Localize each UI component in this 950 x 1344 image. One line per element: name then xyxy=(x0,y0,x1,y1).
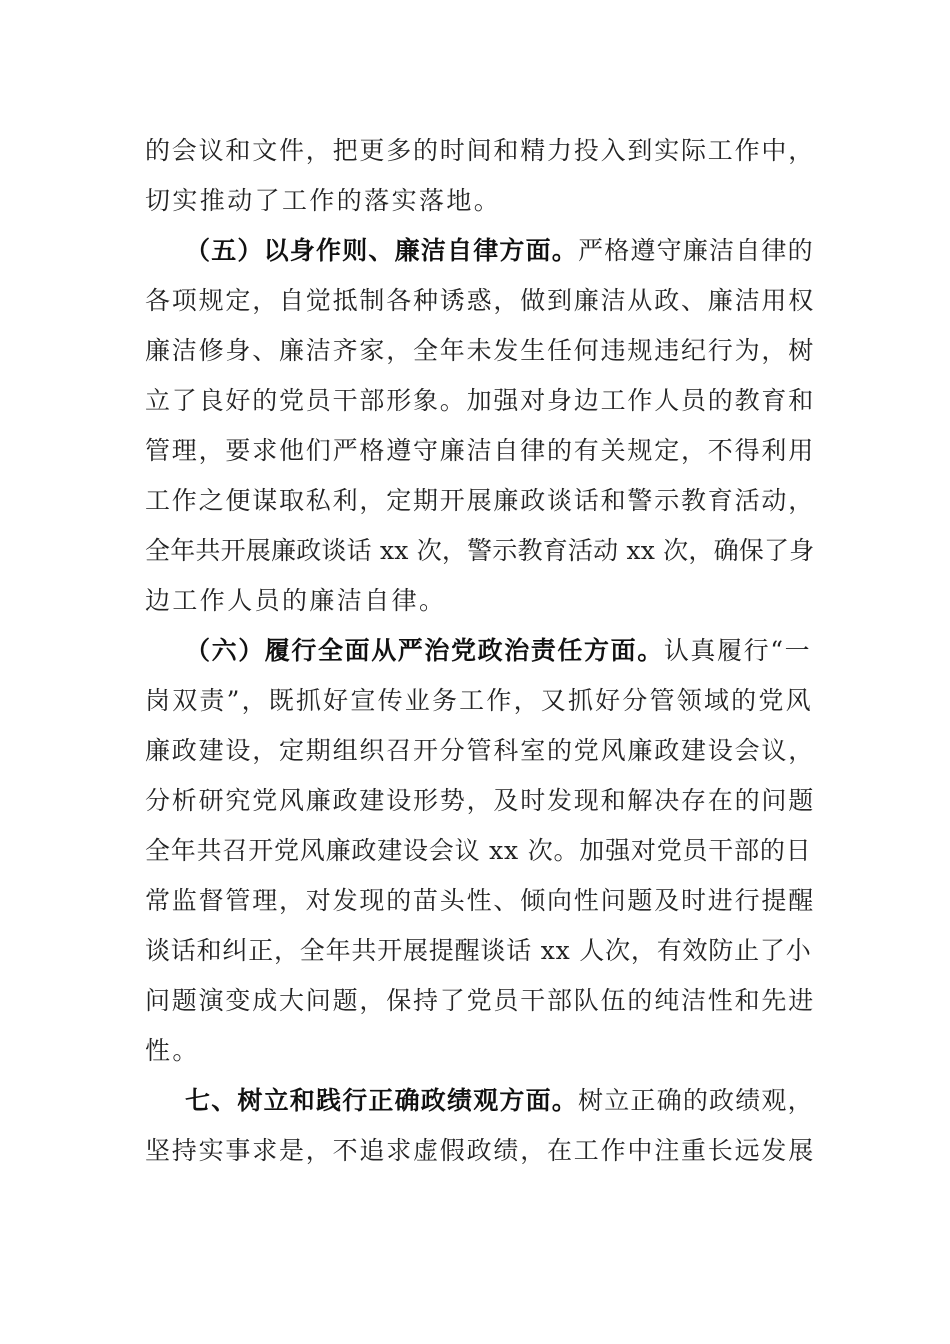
paragraph-heading-line: （五）以身作则、廉洁自律方面。严格遵守廉洁自律的 xyxy=(185,236,814,265)
text-line: 边工作人员的廉洁自律。 xyxy=(145,586,447,615)
text-line: 工作之便谋取私利，定期开展廉政谈话和警示教育活动， xyxy=(145,486,816,515)
text-line: 各项规定，自觉抵制各种诱惑，做到廉洁从政、廉洁用权 xyxy=(145,286,816,315)
paragraph-heading-line: 七、树立和践行正确政绩观方面。树立正确的政绩观， xyxy=(185,1086,814,1115)
paragraph-heading-line: （六）履行全面从严治党政治责任方面。认真履行“一 xyxy=(185,636,812,665)
text-line: 全年共开展廉政谈话 xx 次，警示教育活动 xx 次，确保了身 xyxy=(145,536,815,565)
text-line: 立了良好的党员干部形象。加强对身边工作人员的教育和 xyxy=(145,386,816,415)
text-line: 谈话和纠正，全年共开展提醒谈话 xx 人次，有效防止了小 xyxy=(145,936,812,965)
text-line: 常监督管理，对发现的苗头性、倾向性问题及时进行提醒 xyxy=(145,886,816,915)
text-line: 廉洁修身、廉洁齐家，全年未发生任何违规违纪行为，树 xyxy=(145,336,816,365)
text-line: 性。 xyxy=(145,1036,200,1065)
text-line: 管理，要求他们严格遵守廉洁自律的有关规定，不得利用 xyxy=(145,436,816,465)
text-line: 坚持实事求是，不追求虚假政绩，在工作中注重长远发展 xyxy=(145,1136,816,1165)
text-line: 切实推动了工作的落实落地。 xyxy=(145,186,502,215)
section-heading: （五）以身作则、廉洁自律方面。 xyxy=(185,236,579,265)
text-line: 的会议和文件，把更多的时间和精力投入到实际工作中， xyxy=(145,136,816,165)
text-line: 分析研究党风廉政建设形势，及时发现和解决存在的问题 xyxy=(145,786,816,815)
section-heading: （六）履行全面从严治党政治责任方面。 xyxy=(185,636,664,665)
text-line: 廉政建设，定期组织召开分管科室的党风廉政建设会议， xyxy=(145,736,816,765)
text-line: 岗双责”，既抓好宣传业务工作，又抓好分管领域的党风 xyxy=(145,686,813,715)
section-heading: 七、树立和践行正确政绩观方面。 xyxy=(185,1086,579,1115)
text-line: 全年共召开党风廉政建设会议 xx 次。加强对党员干部的日 xyxy=(145,836,812,865)
text-line: 问题演变成大问题，保持了党员干部队伍的纯洁性和先进 xyxy=(145,986,816,1015)
